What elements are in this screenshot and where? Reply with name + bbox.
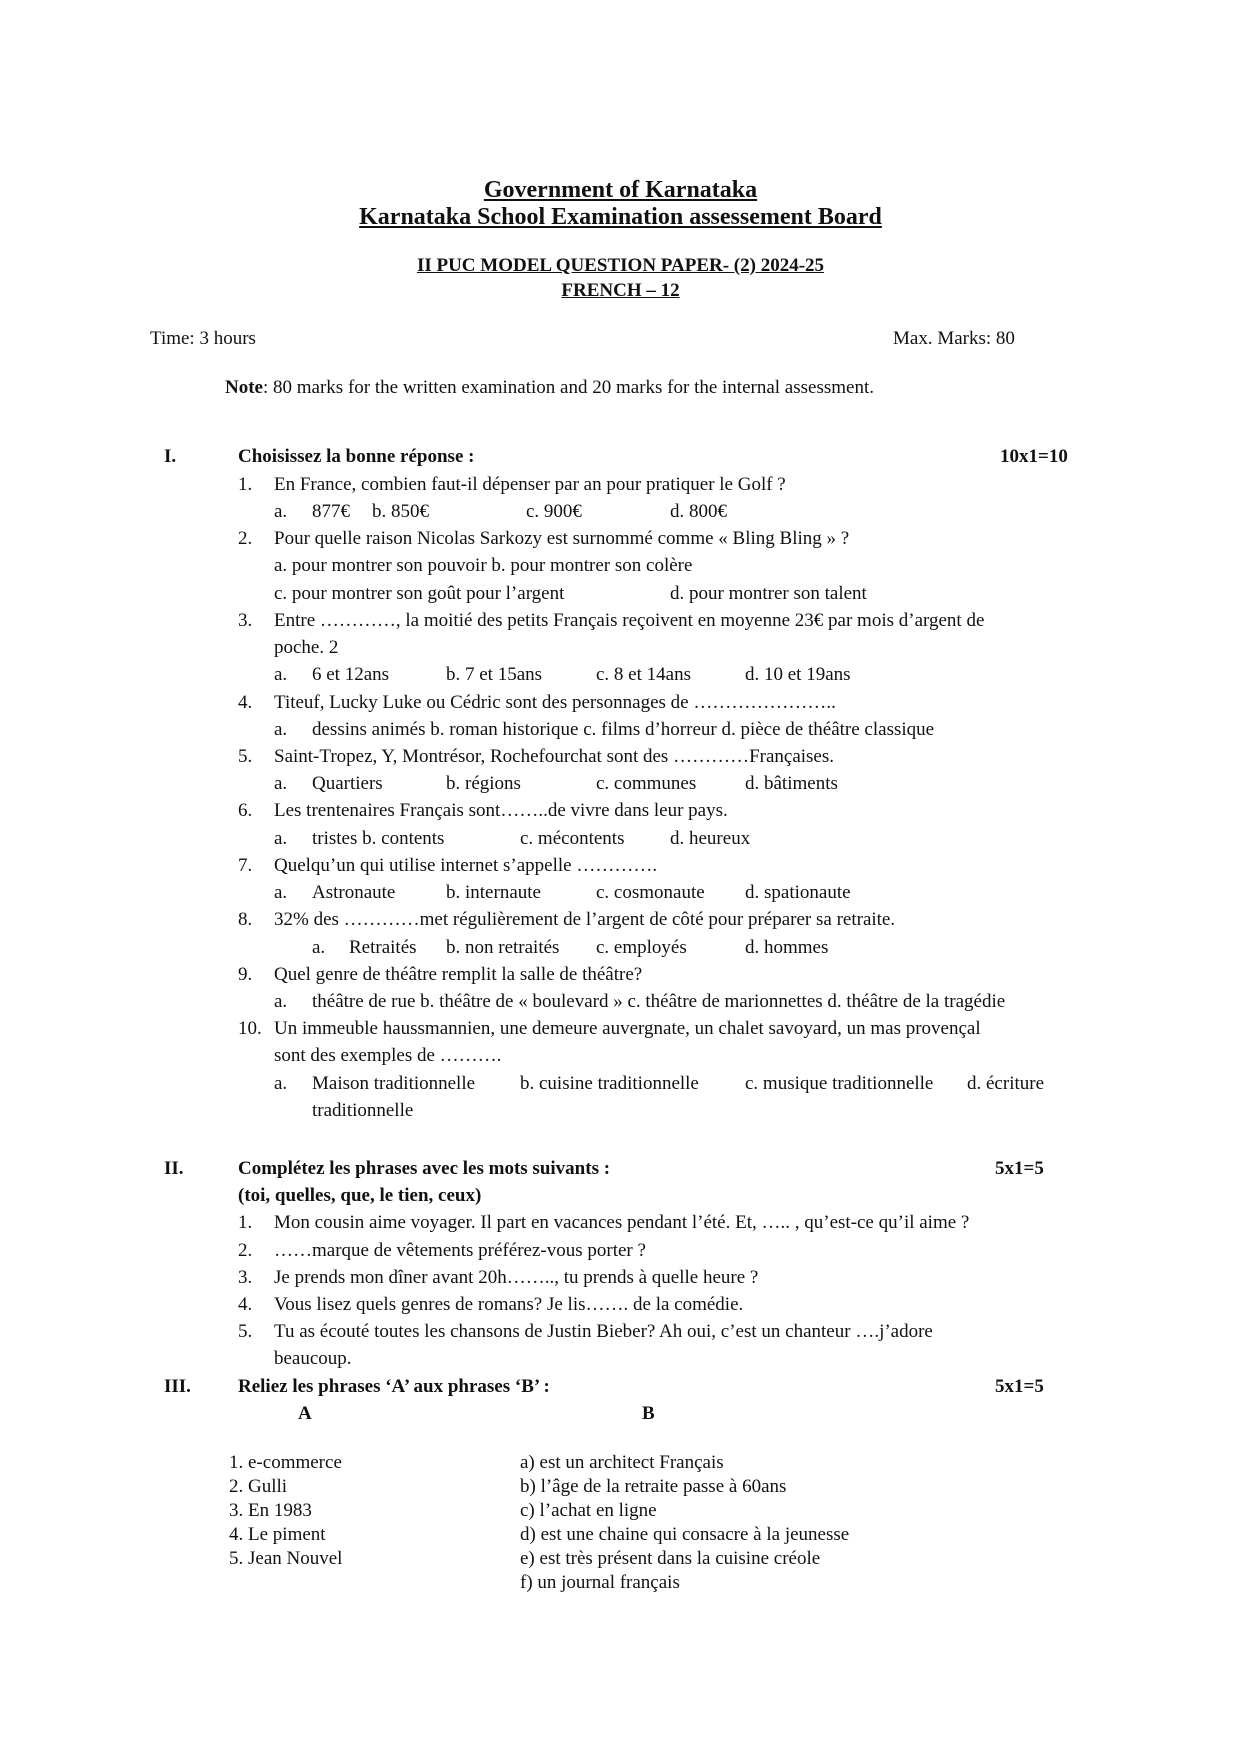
section-1-number: I. bbox=[164, 446, 177, 467]
note-label: Note bbox=[225, 377, 263, 398]
q6-option-c: c. mécontents bbox=[520, 828, 625, 849]
q2-number: 2. bbox=[238, 528, 253, 549]
q1-text: En France, combien faut-il dépenser par an pour pratiquer le Golf ? bbox=[274, 474, 786, 495]
q9-number: 9. bbox=[238, 964, 253, 985]
q5-option-b: b. régions bbox=[446, 773, 521, 794]
q10-option-a-label: a. bbox=[274, 1073, 288, 1094]
match-b-b: b) l’âge de la retraite passe à 60ans bbox=[520, 1476, 787, 1497]
section-1-marks: 10x1=10 bbox=[1000, 446, 1068, 467]
q8-option-b: b. non retraités bbox=[446, 937, 560, 958]
q7-text: Quelqu’un qui utilise internet s’appelle …………. bbox=[274, 855, 658, 876]
section-3-marks: 5x1=5 bbox=[995, 1376, 1044, 1397]
header-board: Karnataka School Examination assessement Board bbox=[359, 204, 882, 230]
q2-options-ab: a. pour montrer son pouvoir b. pour montrer son colère bbox=[274, 555, 693, 576]
q4-text: Titeuf, Lucky Luke ou Cédric sont des personnages de ………………….. bbox=[274, 692, 836, 713]
section-3-title: Reliez les phrases ‘A’ aux phrases ‘B’ : bbox=[238, 1376, 550, 1397]
q7-option-c: c. cosmonaute bbox=[596, 882, 705, 903]
header-paper-title: II PUC MODEL QUESTION PAPER- (2) 2024-25 bbox=[416, 255, 825, 276]
q3-option-b: b. 7 et 15ans bbox=[446, 664, 543, 685]
q3-text: Entre …………, la moitié des petits Français reçoivent en moyenne 23€ par mois d’argent de bbox=[274, 610, 985, 631]
q10-text-cont: sont des exemples de ………. bbox=[274, 1045, 502, 1066]
q8-option-c: c. employés bbox=[596, 937, 687, 958]
match-b-e: e) est très présent dans la cuisine créole bbox=[520, 1548, 821, 1569]
q6-text: Les trentenaires Français sont……..de vivre dans leur pays. bbox=[274, 800, 728, 821]
header-government: Government of Karnataka bbox=[483, 177, 758, 203]
q10-option-c: c. musique traditionnelle bbox=[745, 1073, 934, 1094]
match-b-f: f) un journal français bbox=[520, 1572, 680, 1593]
exam-max-marks: Max. Marks: 80 bbox=[893, 328, 1015, 349]
q1-option-c: c. 900€ bbox=[526, 501, 582, 522]
section-2-title: Complétez les phrases avec les mots suivants : bbox=[238, 1158, 611, 1179]
q3-text-cont: poche. 2 bbox=[274, 637, 339, 658]
q10-number: 10. bbox=[238, 1018, 262, 1039]
q6-option-a-label: a. bbox=[274, 828, 288, 849]
s2-item-4-text: Vous lisez quels genres de romans? Je lis……. de la comédie. bbox=[274, 1294, 744, 1315]
q3-number: 3. bbox=[238, 610, 253, 631]
q7-option-d: d. spationaute bbox=[745, 882, 851, 903]
q2-option-d: d. pour montrer son talent bbox=[670, 583, 867, 604]
s2-item-1-number: 1. bbox=[238, 1212, 253, 1233]
match-a-3: 3. En 1983 bbox=[229, 1500, 312, 1521]
q3-option-a-label: a. bbox=[274, 664, 288, 685]
q4-number: 4. bbox=[238, 692, 253, 713]
q8-option-a-label: a. bbox=[312, 937, 326, 958]
q1-option-a: 877€ bbox=[312, 501, 350, 522]
match-a-1: 1. e-commerce bbox=[229, 1452, 342, 1473]
exam-note bbox=[225, 377, 874, 399]
s2-item-3-number: 3. bbox=[238, 1267, 253, 1288]
match-a-4: 4. Le piment bbox=[229, 1524, 326, 1545]
q6-option-d: d. heureux bbox=[670, 828, 751, 849]
s2-item-5-text-cont: beaucoup. bbox=[274, 1348, 352, 1369]
note-text: : 80 marks for the written examination and 20 marks for the internal assessment. bbox=[262, 377, 874, 398]
q9-options: théâtre de rue b. théâtre de « boulevard » c. théâtre de marionnettes d. théâtre de la tragédie bbox=[312, 991, 1006, 1012]
section-2-number: II. bbox=[164, 1158, 184, 1179]
q8-number: 8. bbox=[238, 909, 253, 930]
q8-text: 32% des …………met régulièrement de l’argent de côté pour préparer sa retraite. bbox=[274, 909, 896, 930]
s2-item-4-number: 4. bbox=[238, 1294, 253, 1315]
q5-option-c: c. communes bbox=[596, 773, 697, 794]
q7-option-a-label: a. bbox=[274, 882, 288, 903]
exam-time: Time: 3 hours bbox=[150, 328, 256, 349]
s2-item-5-number: 5. bbox=[238, 1321, 253, 1342]
s2-item-3-text: Je prends mon dîner avant 20h…….., tu prends à quelle heure ? bbox=[274, 1267, 759, 1288]
section-1-title: Choisissez la bonne réponse : bbox=[238, 446, 475, 467]
s2-item-2-text: ……marque de vêtements préférez-vous porter ? bbox=[274, 1240, 646, 1261]
q6-options-ab: tristes b. contents bbox=[312, 828, 445, 849]
q1-option-d: d. 800€ bbox=[670, 501, 727, 522]
q7-option-a: Astronaute bbox=[312, 882, 396, 903]
q3-option-d: d. 10 et 19ans bbox=[745, 664, 851, 685]
q10-option-d-cont: traditionnelle bbox=[312, 1100, 414, 1121]
q10-text: Un immeuble haussmannien, une demeure auvergnate, un chalet savoyard, un mas provençal bbox=[274, 1018, 981, 1039]
q2-text: Pour quelle raison Nicolas Sarkozy est surnommé comme « Bling Bling » ? bbox=[274, 528, 850, 549]
q5-option-d: d. bâtiments bbox=[745, 773, 838, 794]
q9-text: Quel genre de théâtre remplit la salle de théâtre? bbox=[274, 964, 643, 985]
q4-options: dessins animés b. roman historique c. films d’horreur d. pièce de théâtre classique bbox=[312, 719, 935, 740]
q3-option-a: 6 et 12ans bbox=[312, 664, 390, 685]
s2-item-2-number: 2. bbox=[238, 1240, 253, 1261]
section-2-word-list: (toi, quelles, que, le tien, ceux) bbox=[238, 1185, 482, 1206]
s2-item-5-text: Tu as écouté toutes les chansons de Justin Bieber? Ah oui, c’est un chanteur ….j’adore bbox=[274, 1321, 933, 1342]
q7-option-b: b. internaute bbox=[446, 882, 541, 903]
match-b-c: c) l’achat en ligne bbox=[520, 1500, 657, 1521]
column-a-header: A bbox=[298, 1403, 312, 1424]
header-subject: FRENCH – 12 bbox=[561, 280, 680, 301]
q10-option-a: Maison traditionnelle bbox=[312, 1073, 476, 1094]
q2-option-c: c. pour montrer son goût pour l’argent bbox=[274, 583, 565, 604]
q4-option-a-label: a. bbox=[274, 719, 288, 740]
q6-number: 6. bbox=[238, 800, 253, 821]
q5-option-a-label: a. bbox=[274, 773, 288, 794]
q5-option-a: Quartiers bbox=[312, 773, 383, 794]
q5-text: Saint-Tropez, Y, Montrésor, Rochefourchat sont des …………Françaises. bbox=[274, 746, 835, 767]
match-b-a: a) est un architect Français bbox=[520, 1452, 724, 1473]
q1-option-b: b. 850€ bbox=[372, 501, 429, 522]
q9-option-a-label: a. bbox=[274, 991, 288, 1012]
q10-option-d: d. écriture bbox=[967, 1073, 1045, 1094]
match-a-5: 5. Jean Nouvel bbox=[229, 1548, 343, 1569]
q1-option-a-label: a. bbox=[274, 501, 288, 522]
section-3-number: III. bbox=[164, 1376, 191, 1397]
section-2-marks: 5x1=5 bbox=[995, 1158, 1044, 1179]
match-b-d: d) est une chaine qui consacre à la jeunesse bbox=[520, 1524, 850, 1545]
q10-option-b: b. cuisine traditionnelle bbox=[520, 1073, 699, 1094]
match-a-2: 2. Gulli bbox=[229, 1476, 288, 1497]
q1-number: 1. bbox=[238, 474, 253, 495]
q3-option-c: c. 8 et 14ans bbox=[596, 664, 691, 685]
q8-option-d: d. hommes bbox=[745, 937, 829, 958]
s2-item-1-text: Mon cousin aime voyager. Il part en vacances pendant l’été. Et, ….. , qu’est-ce qu’il aime ? bbox=[274, 1212, 970, 1233]
q5-number: 5. bbox=[238, 746, 253, 767]
q8-option-a: Retraités bbox=[349, 937, 417, 958]
q7-number: 7. bbox=[238, 855, 253, 876]
column-b-header: B bbox=[642, 1403, 655, 1424]
